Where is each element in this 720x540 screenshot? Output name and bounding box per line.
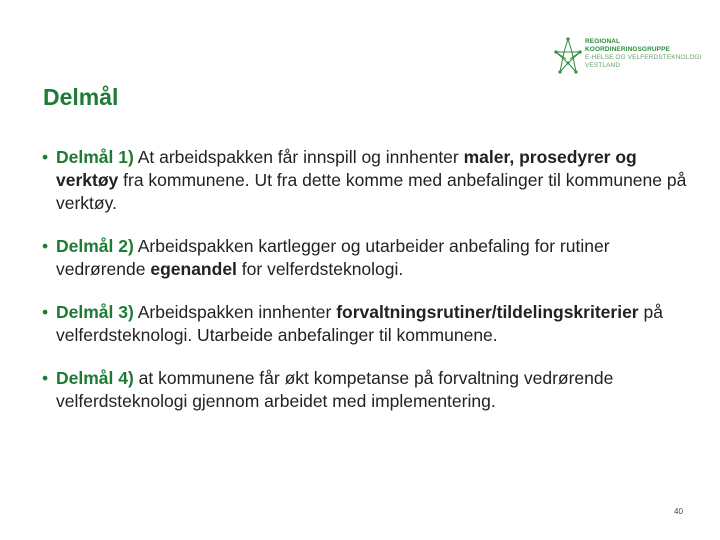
network-star-logo-icon <box>553 36 583 76</box>
goal-list <box>42 146 692 413</box>
goal-3-text-b: på velferdsteknologi. Utarbeide anbefalinger til kommunene. <box>56 302 663 345</box>
goal-1-text-b: fra kommunene. Ut fra dette komme med anbefalinger til kommunene på verktøy. <box>56 170 687 213</box>
bullet-dot: • <box>42 147 49 167</box>
goal-1-lead: Delmål 1) <box>56 147 134 167</box>
goal-3-bold: forvaltningsrutiner/tildelingskriterier <box>336 302 639 322</box>
bullet-dot: • <box>42 368 49 388</box>
goal-3-lead: Delmål 3) <box>56 302 134 322</box>
bullet-dot: • <box>42 236 49 256</box>
slide-title: Delmål <box>43 84 119 110</box>
goal-1-text-a: At arbeidspakken får innspill og innhenter <box>133 147 464 167</box>
goal-3-text-a: Arbeidspakken innhenter <box>133 302 337 322</box>
goal-item-4 <box>42 367 692 413</box>
logo-line-2: KOORDINERINGSGRUPPE <box>585 46 670 53</box>
goal-2-lead: Delmål 2) <box>56 236 134 256</box>
logo-line-4: VESTLAND <box>585 62 621 69</box>
goal-2-text-b: for velferdsteknologi. <box>236 259 404 279</box>
logo-text <box>585 38 702 70</box>
goal-2-text-a: Arbeidspakken kartlegger og utarbeider anbefaling for rutiner vedrørende <box>56 236 610 279</box>
page-number: 40 <box>674 507 683 516</box>
goal-item-3 <box>42 301 692 347</box>
logo-line-3: E-HELSE OG VELFERDSTEKNOLOGI <box>585 54 702 61</box>
bullet-dot: • <box>42 302 49 322</box>
goal-4-text-a: at kommunene får økt kompetanse på forvaltning vedrørende velferdsteknologi gjennom arbeidet med implementering. <box>56 368 614 411</box>
goal-item-2 <box>42 235 692 281</box>
goal-4-lead: Delmål 4) <box>56 368 134 388</box>
logo-line-1: REGIONAL <box>585 38 621 45</box>
goal-2-bold: egenandel <box>150 259 237 279</box>
goal-1-bold: maler, prosedyrer og verktøy <box>56 147 637 190</box>
goal-item-1 <box>42 146 692 215</box>
organization-logo <box>553 36 703 76</box>
